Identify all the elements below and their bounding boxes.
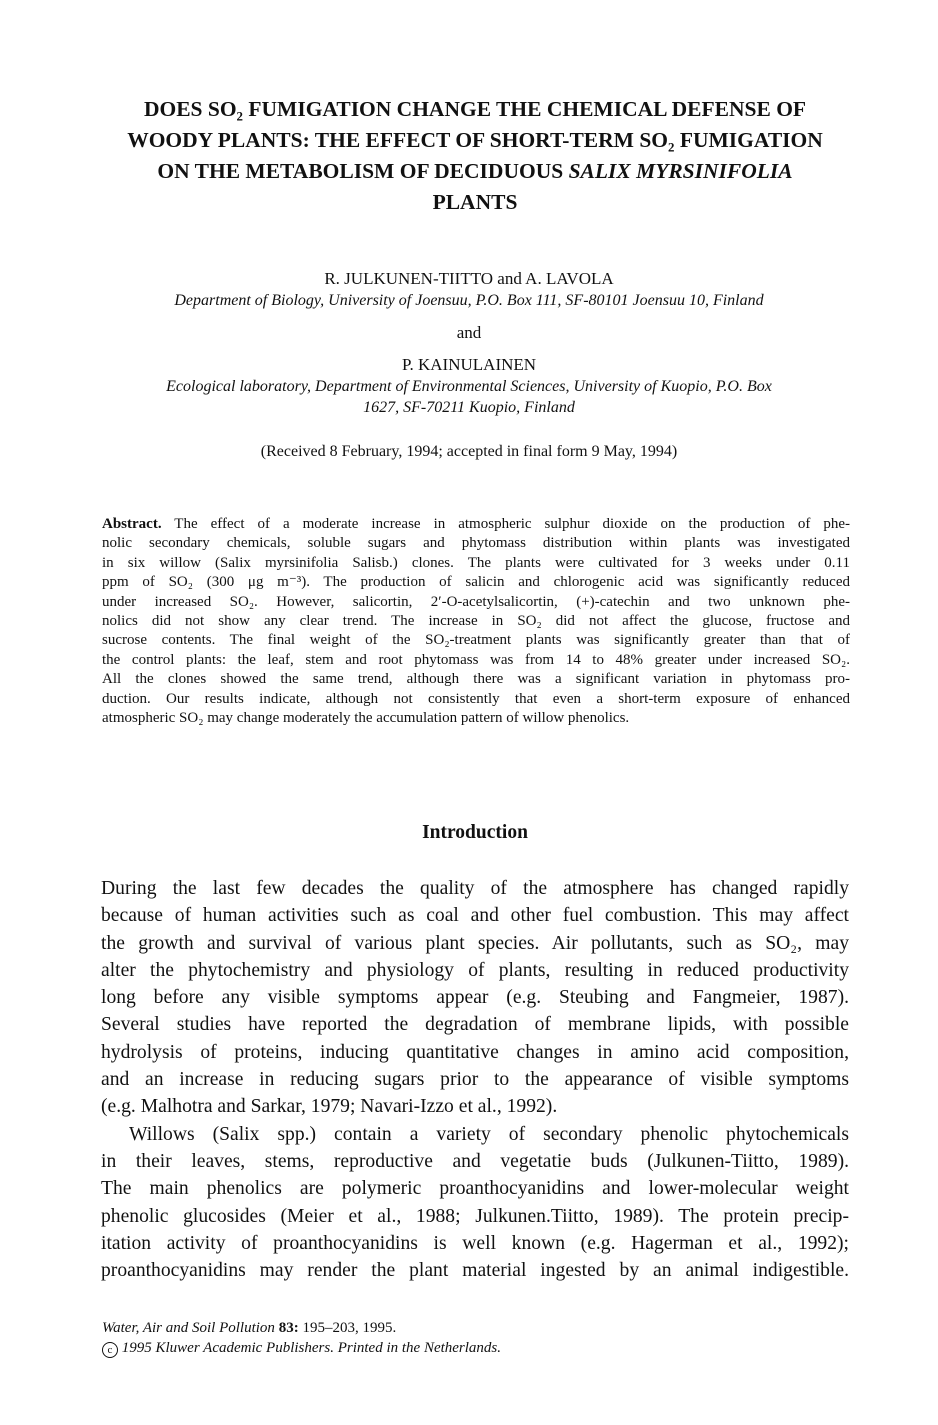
body-line: and an increase in reducing sugars prior to the appearance of visible symptoms — [101, 1069, 849, 1091]
author-conjunction: and — [456, 323, 482, 342]
received-dates: (Received 8 February, 1994; accepted in final form 9 May, 1994) — [260, 443, 678, 460]
body-line: hydrolysis of proteins, inducing quantitative changes in amino acid composition, — [101, 1041, 849, 1063]
section-heading-introduction: Introduction — [422, 822, 528, 843]
title-line-4: PLANTS — [432, 190, 518, 214]
title-species-name: SALIX MYRSINIFOLIA — [568, 159, 793, 183]
abstract-line: atmospheric SO₂ may change moderately the accumulation pattern of willow phenolics. — [102, 710, 630, 727]
author-names-2: P. KAINULAINEN — [401, 355, 537, 374]
body-line: The main phenolics are polymeric proanthocyanidins and lower-molecular weight — [101, 1178, 849, 1200]
body-line: Several studies have reported the degradation of membrane lipids, with possible — [101, 1014, 849, 1036]
abstract — [102, 515, 850, 728]
abstract-line: in six willow (Salix myrsinifolia Salisb.) clones. The plants were cultivated for 3 weeks under 0.11 — [102, 554, 850, 571]
abstract-line: duction. Our results indicate, although not consistently that even a short-term exposure of enhanced — [102, 690, 850, 707]
title-line-3 — [90, 156, 860, 187]
title-line-3-text: ON THE METABOLISM OF DECIDUOUS — [157, 159, 569, 183]
citation-line — [102, 1318, 501, 1338]
title-line-1: DOES SO₂ FUMIGATION CHANGE THE CHEMICAL DEFENSE OF — [143, 97, 807, 121]
body-line: alter the phytochemistry and physiology of plants, resulting in reduced productivity — [101, 959, 849, 981]
body-line: because of human activities such as coal and other fuel combustion. This may affect — [101, 905, 849, 927]
affiliation-2-line-1: Ecological laboratory, Department of Environmental Sciences, University of Kuopio, P.O. Box — [166, 378, 772, 395]
title-line-2: WOODY PLANTS: THE EFFECT OF SHORT-TERM SO₂ FUMIGATION — [127, 128, 823, 152]
body-line: long before any visible symptoms appear (e.g. Steubing and Fangmeier, 1987). — [101, 987, 849, 1009]
abstract-label: Abstract. — [102, 516, 162, 532]
paper-title — [90, 94, 860, 218]
journal-pages: 195–203, 1995. — [302, 1320, 397, 1336]
abstract-line: All the clones showed the same trend, although there was a significant variation in phytomass pro- — [102, 671, 850, 688]
body-line: the growth and survival of various plant species. Air pollutants, such as SO₂, may — [101, 932, 849, 954]
affiliation-2-line-2: 1627, SF-70211 Kuopio, Finland — [363, 399, 575, 416]
body-line: phenolic glucosides (Meier et al., 1988; Julkunen.Tiitto, 1989). The protein precip- — [101, 1205, 849, 1227]
body-line: Willows (Salix spp.) contain a variety of secondary phenolic phytochemicals — [129, 1123, 849, 1145]
body-line: itation activity of proanthocyanidins is well known (e.g. Hagerman et al., 1992); — [101, 1232, 849, 1254]
body-line: in their leaves, stems, reproductive and vegetatie buds (Julkunen-Tiitto, 1989). — [101, 1150, 849, 1172]
journal-volume: 83: — [278, 1320, 299, 1336]
abstract-line: ppm of SO₂ (300 μg m⁻³). The production of salicin and chlorogenic acid was significantly reduced — [102, 574, 850, 591]
body-line: proanthocyanidins may render the plant material ingested by an animal indigestible. — [101, 1260, 849, 1282]
introduction-body — [101, 875, 849, 1284]
abstract-line: nolics did not show any clear trend. The increase in SO₂ did not affect the glucose, fructose and — [102, 613, 850, 630]
copyright-text: 1995 Kluwer Academic Publishers. Printed in the Netherlands. — [121, 1340, 502, 1356]
copyright-line — [102, 1338, 501, 1358]
abstract-line: nolic secondary chemicals, soluble sugars and phytomass distribution within plants was investigated — [102, 535, 850, 552]
abstract-line: sucrose contents. The final weight of the SO₂-treatment plants was significantly greater than that of — [102, 632, 850, 649]
abstract-line — [102, 515, 850, 534]
abstract-line-text: The effect of a moderate increase in atmospheric sulphur dioxide on the production of phe- — [161, 516, 850, 532]
abstract-line: under increased SO₂. However, salicortin, 2′-O-acetylsalicortin, (+)-catechin and two unknown phe- — [102, 593, 850, 610]
page-footer — [102, 1318, 501, 1358]
author-names-1: R. JULKUNEN-TIITTO and A. LAVOLA — [324, 269, 614, 288]
abstract-line: the control plants: the leaf, stem and root phytomass was from 14 to 48% greater under increased SO₂. — [102, 651, 850, 668]
journal-name: Water, Air and Soil Pollution — [102, 1320, 275, 1336]
affiliation-1: Department of Biology, University of Joensuu, P.O. Box 111, SF-80101 Joensuu 10, Finland — [174, 292, 764, 309]
body-line: (e.g. Malhotra and Sarkar, 1979; Navari-Izzo et al., 1992). — [101, 1096, 558, 1118]
body-line: During the last few decades the quality of the atmosphere has changed rapidly — [101, 878, 849, 899]
copyright-icon: c — [102, 1342, 118, 1358]
